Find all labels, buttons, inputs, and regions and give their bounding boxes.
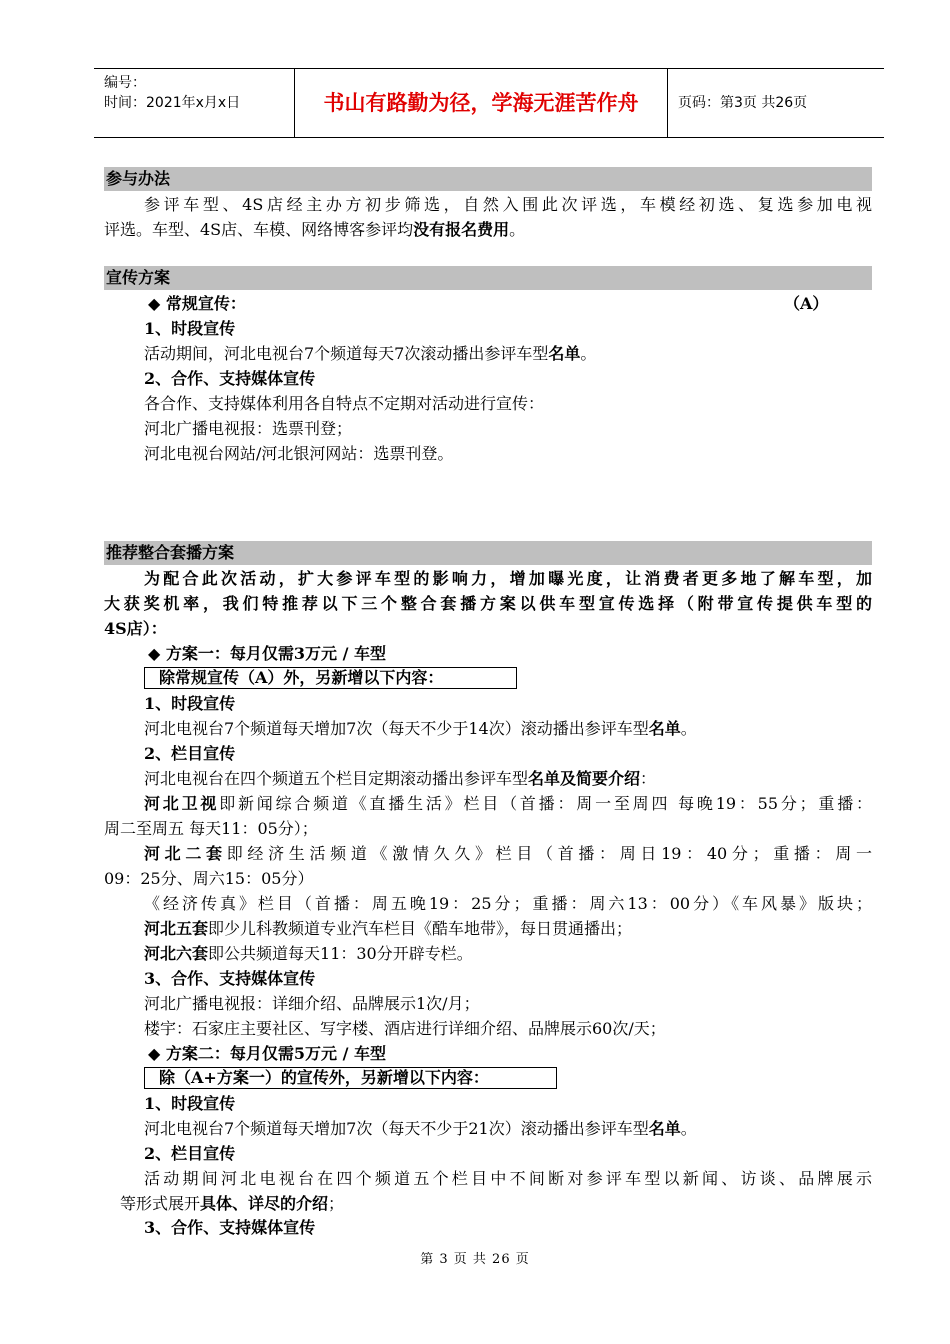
paragraph-line: 河北广播电视报：详细介绍、品牌展示1次/月；: [144, 994, 480, 1013]
intro-line: 4S店）：: [104, 619, 167, 638]
header-meta: [104, 73, 294, 113]
channel-name: 河北二套: [144, 844, 227, 863]
bullet-heading: ◆ 常规宣传：: [148, 294, 246, 313]
channel-name: 河北五套: [144, 919, 209, 938]
section-heading: 宣传方案: [104, 266, 872, 290]
paragraph-line: 评选。车型、4S店、车模、网络博客参评均没有报名费用。: [104, 220, 526, 239]
plan-one-box: 除常规宣传（A）外，另新增以下内容：: [144, 667, 517, 689]
paragraph-line: 河北广播电视报：选票刊登；: [144, 419, 353, 438]
channel-line: 河北二套即经济生活频道《激情久久》栏目（首播：周日19：40分；重播：周一: [144, 844, 872, 863]
paragraph-line: 《经济传真》栏目（首播：周五晚19：25分；重播：周六13：00分）《车风暴》版块；: [144, 894, 872, 913]
paragraph-line: 09：25分、周六15：05分）: [104, 869, 314, 888]
paragraph-line: 活动期间，河北电视台7个频道每天7次滚动播出参评车型名单。: [144, 344, 597, 363]
page-footer: 第 3 页 共 26 页: [420, 1252, 530, 1267]
channel-line: 河北五套即少儿科教频道专业汽车栏目《酷车地带》，每日贯通播出；: [144, 919, 633, 938]
plan-two-title: ◆ 方案二：每月仅需5万元 / 车型: [148, 1044, 386, 1063]
section-heading: 参与办法: [104, 167, 872, 191]
header-divider: [667, 69, 668, 137]
paragraph-line: 楼宇：石家庄主要社区、写字楼、酒店进行详细介绍、品牌展示60次/天；: [144, 1019, 666, 1038]
intro-line: 为配合此次活动，扩大参评车型的影响力，增加曝光度，让消费者更多地了解车型，加: [144, 569, 872, 588]
subheading: 3、合作、支持媒体宣传: [144, 1218, 316, 1237]
paragraph-line: 河北电视台在四个频道五个栏目定期滚动播出参评车型名单及简要介绍：: [144, 769, 657, 788]
number-label: 编号：: [104, 75, 146, 91]
subheading: 2、合作、支持媒体宣传: [144, 369, 316, 388]
subheading: 2、栏目宣传: [144, 744, 236, 763]
intro-line: 大获奖机率，我们特推荐以下三个整合套播方案以供车型宣传选择（附带宣传提供车型的: [104, 594, 872, 613]
header-motto: 书山有路勤为径，学海无涯苦作舟: [323, 91, 639, 115]
paragraph-line: 参评车型、4S店经主办方初步筛选，自然入围此次评选，车模经初选、复选参加电视: [144, 195, 872, 214]
paragraph-line: 活动期间河北电视台在四个频道五个栏目中不间断对参评车型以新闻、访谈、品牌展示: [144, 1169, 872, 1188]
plan-one-title: ◆ 方案一：每月仅需3万元 / 车型: [148, 644, 386, 663]
time-label: 时间：2021年x月x日: [104, 95, 241, 111]
channel-line: 河北六套即公共频道每天11：30分开辟专栏。: [144, 944, 473, 963]
paragraph-line: 河北电视台网站/河北银河网站：选票刊登。: [144, 444, 454, 463]
emphasis-text: 没有报名费用: [413, 220, 510, 239]
subheading: 1、时段宣传: [144, 694, 236, 713]
plan-two-box: 除（A+方案一）的宣传外，另新增以下内容：: [144, 1067, 557, 1089]
tag-label: （A）: [784, 294, 829, 313]
paragraph-line: 等形式展开具体、详尽的介绍；: [120, 1194, 345, 1213]
paragraph-line: 各合作、支持媒体利用各自特点不定期对活动进行宣传：: [144, 394, 545, 413]
channel-name: 河北六套: [144, 944, 209, 963]
paragraph-line: 周二至周五 每天11：05分）；: [104, 819, 318, 838]
paragraph-line: 河北电视台7个频道每天增加7次（每天不少于21次）滚动播出参评车型名单。: [144, 1119, 697, 1138]
channel-line: 河北卫视即新闻综合频道《直播生活》栏目（首播：周一至周四 每晚19：55分；重播：: [144, 794, 872, 813]
channel-name: 河北卫视: [144, 794, 220, 813]
page-header: [94, 68, 884, 138]
subheading: 1、时段宣传: [144, 319, 236, 338]
subheading: 1、时段宣传: [144, 1094, 236, 1113]
paragraph-line: 河北电视台7个频道每天增加7次（每天不少于14次）滚动播出参评车型名单。: [144, 719, 697, 738]
section-heading: 推荐整合套播方案: [104, 541, 872, 565]
header-page-label: 页码：第3页 共26页: [678, 95, 808, 111]
subheading: 3、合作、支持媒体宣传: [144, 969, 316, 988]
subheading: 2、栏目宣传: [144, 1144, 236, 1163]
